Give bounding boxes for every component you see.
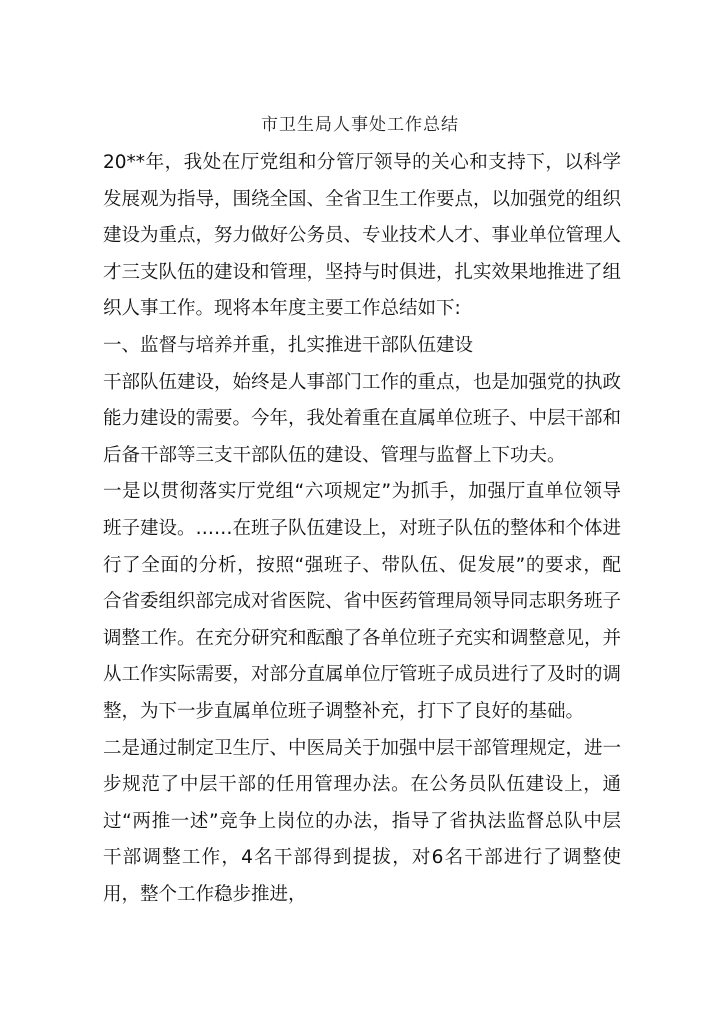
point-one-paragraph: 一是以贯彻落实厅党组“六项规定”为抓手，加强厅直单位领导班子建设。……在班子队伍建设上，对班子队伍的整体和个体进行了全面的分析，按照“强班子、带队伍、促发展”的要求，配合省委组织部完成对省医院、省中医药管理局领导同志职务班子调整工作。在充分研究和酝酿了各单位班子充实和调整意见，并从工作实际需要，对部分直属单位厅管班子成员进行了及时的调整，为下一步直属单位班子调整补充，打下了良好的基础。 (103, 481, 622, 722)
document-body (103, 145, 621, 913)
point-two-paragraph: 二是通过制定卫生厅、中医局关于加强中层干部管理规定，进一步规范了中层干部的任用管理办法。在公务员队伍建设上，通过“两推一述”竞争上岗位的办法，指导了省执法监督总队中层干部调整工作，4名干部得到提拔，对6名干部进行了调整使用，整个工作稳步推进， (103, 737, 622, 905)
section-intro-paragraph: 干部队伍建设，始终是人事部门工作的重点，也是加强党的执政能力建设的需要。今年，我处着重在直属单位班子、中层干部和后备干部等三支干部队伍的建设、管理与监督上下功夫。 (103, 371, 622, 466)
document-title: 市卫生局人事处工作总结 (261, 115, 459, 135)
section-heading: 一、监督与培养并重，扎实推进干部队伍建设 (103, 334, 474, 356)
intro-paragraph: 20**年，我处在厅党组和分管厅领导的关心和支持下，以科学发展观为指导，围绕全国、全省卫生工作要点，以加强党的组织建设为重点，努力做好公务员、专业技术人才、事业单位管理人才三支队伍的建设和管理，坚持与时俱进，扎实效果地推进了组织人事工作。现将本年度主要工作总结如下: (103, 152, 622, 320)
